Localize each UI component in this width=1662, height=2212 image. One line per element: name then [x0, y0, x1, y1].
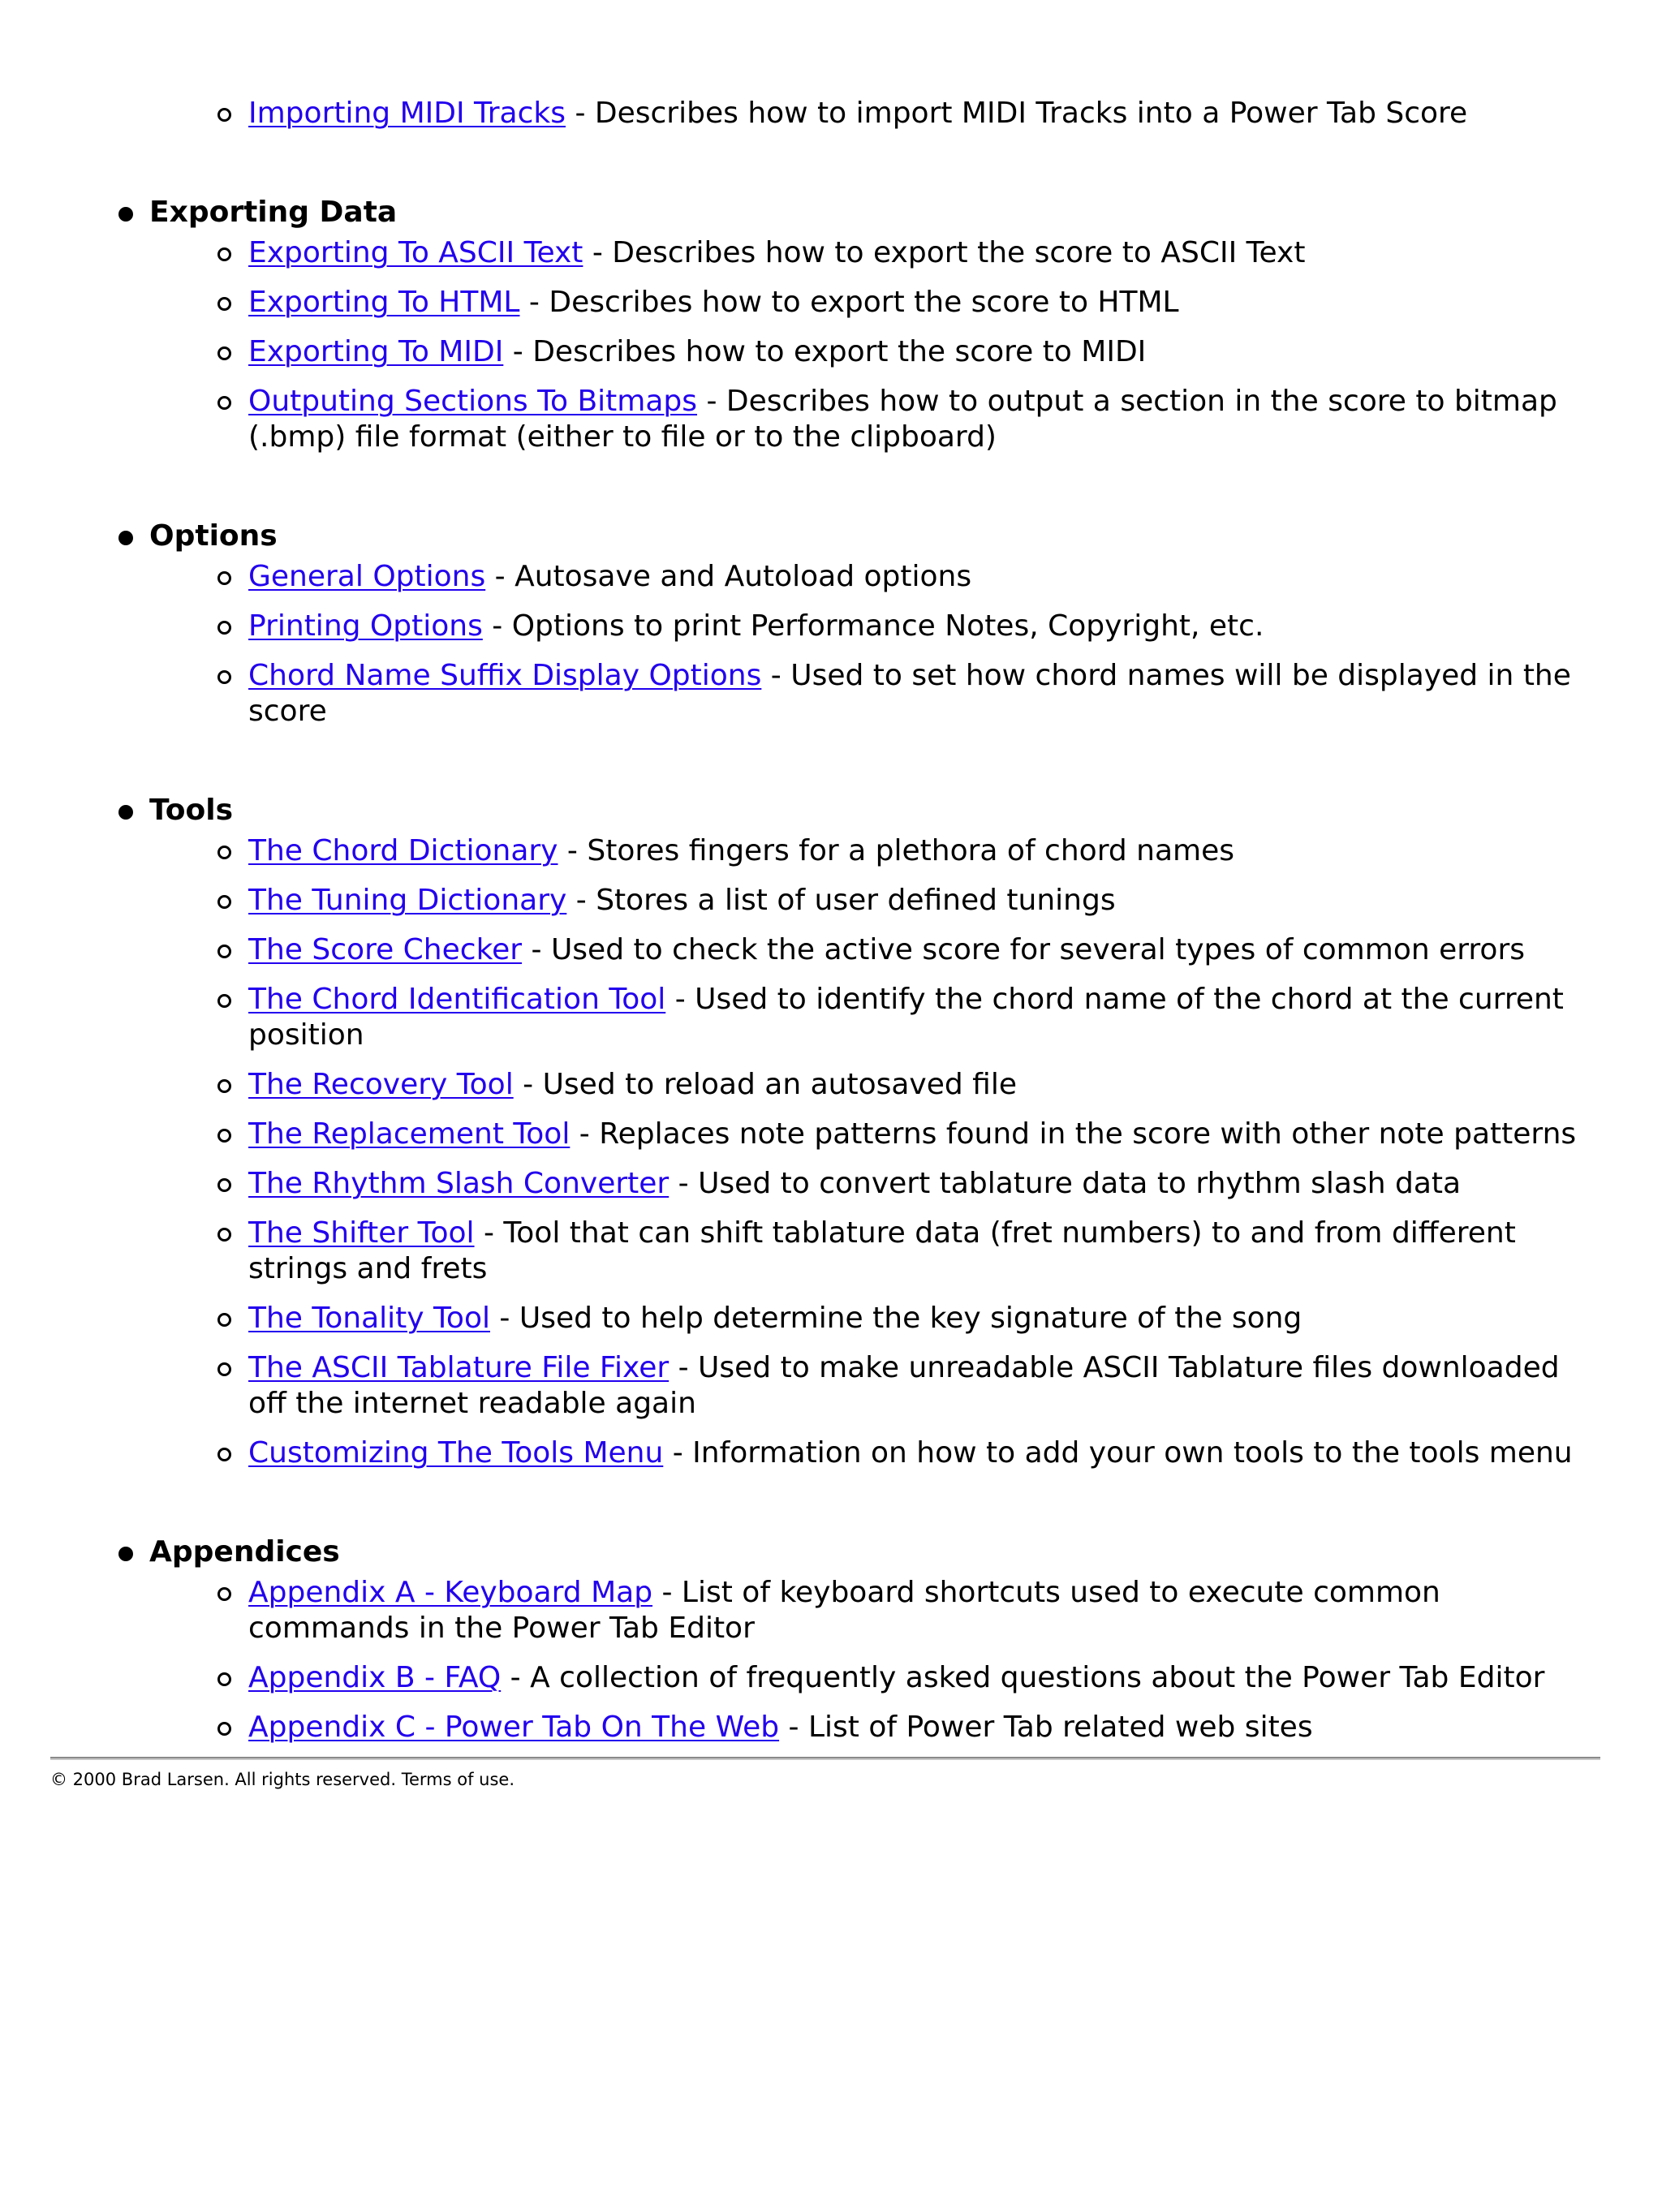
hollow-circle-bullet-icon: [217, 895, 231, 909]
item-description: - Stores a list of user defined tunings: [566, 884, 1116, 917]
item-description: - Autosave and Autoload options: [485, 560, 972, 593]
hollow-circle-bullet-icon: [217, 1362, 231, 1376]
hollow-circle-bullet-icon: [217, 108, 231, 122]
footer-divider: [50, 1757, 1600, 1760]
list-item: [0, 235, 1662, 271]
item-description: - Information on how to add your own tools to the tools menu: [663, 1436, 1573, 1470]
link-the-rhythm-slash-converter[interactable]: The Rhythm Slash Converter: [248, 1167, 670, 1200]
list-item: [0, 609, 1662, 644]
item-description: - Used to make unreadable ASCII Tablature files downloaded off the internet readable again: [248, 1351, 1560, 1420]
link-exporting-to-midi[interactable]: Exporting To MIDI: [248, 335, 504, 368]
hollow-circle-bullet-icon: [217, 621, 231, 635]
list-item: [0, 1575, 1662, 1646]
item-description: - Describes how to export the score to MIDI: [503, 335, 1147, 368]
link-general-options[interactable]: General Options: [248, 560, 486, 593]
hollow-circle-bullet-icon: [217, 346, 231, 360]
section-heading-appendices: [0, 1531, 1662, 1573]
link-outputing-sections-to-bitmaps[interactable]: Outputing Sections To Bitmaps: [248, 385, 698, 418]
hollow-circle-bullet-icon: [217, 1129, 231, 1143]
link-appendix-c-power-tab-on-the-web[interactable]: Appendix C - Power Tab On The Web: [248, 1711, 780, 1744]
item-description: - Used to help determine the key signature of the song: [489, 1302, 1302, 1335]
hollow-circle-bullet-icon: [217, 1587, 231, 1601]
item-description: - A collection of frequently asked questions about the Power Tab Editor: [501, 1661, 1545, 1694]
hollow-circle-bullet-icon: [217, 571, 231, 585]
list-item: [0, 982, 1662, 1053]
item-description: - Options to print Performance Notes, Copyright, etc.: [482, 609, 1264, 643]
list-item: [0, 384, 1662, 455]
filled-circle-bullet-icon: [118, 207, 133, 222]
link-the-tuning-dictionary[interactable]: The Tuning Dictionary: [248, 884, 567, 917]
link-appendix-a-keyboard-map[interactable]: Appendix A - Keyboard Map: [248, 1576, 653, 1609]
item-description: - Describes how to output a section in the score to bitmap (.bmp) file format (either to file or to the clipboard): [248, 385, 1557, 454]
section-tools: [0, 790, 1662, 1471]
link-the-shifter-tool[interactable]: The Shifter Tool: [248, 1216, 475, 1250]
list-item: [0, 1067, 1662, 1103]
copyright-footer: © 2000 Brad Larsen. All rights reserved. Terms of use.: [50, 1770, 515, 1789]
link-the-tonality-tool[interactable]: The Tonality Tool: [248, 1302, 490, 1335]
list-item: [0, 1710, 1662, 1745]
section-appendices: [0, 1531, 1662, 1745]
item-description: - List of keyboard shortcuts used to execute common commands in the Power Tab Editor: [248, 1576, 1440, 1645]
filled-circle-bullet-icon: [118, 531, 133, 545]
section-heading-text: Exporting Data: [149, 196, 398, 229]
filled-circle-bullet-icon: [118, 805, 133, 820]
item-description: - Used to set how chord names will be displayed in the score: [248, 659, 1571, 728]
hollow-circle-bullet-icon: [217, 1672, 231, 1686]
list-item: [0, 1166, 1662, 1202]
item-description: - Describes how to import MIDI Tracks into a Power Tab Score: [566, 97, 1468, 130]
hollow-circle-bullet-icon: [217, 945, 231, 958]
list-item: [0, 1435, 1662, 1471]
list-item: [0, 1301, 1662, 1336]
filled-circle-bullet-icon: [118, 1547, 133, 1561]
item-description: - Used to convert tablature data to rhythm slash data: [669, 1167, 1462, 1200]
link-chord-name-suffix-display-options[interactable]: Chord Name Suffix Display Options: [248, 659, 762, 692]
list-item: [0, 1216, 1662, 1287]
link-the-recovery-tool[interactable]: The Recovery Tool: [248, 1068, 514, 1101]
section-options: [0, 515, 1662, 729]
contents-list: [0, 96, 1662, 1745]
item-description: - Used to identify the chord name of the chord at the current position: [248, 983, 1564, 1052]
list-item: [0, 658, 1662, 729]
hollow-circle-bullet-icon: [217, 670, 231, 684]
link-exporting-to-ascii-text[interactable]: Exporting To ASCII Text: [248, 236, 583, 269]
hollow-circle-bullet-icon: [217, 1313, 231, 1327]
section-heading-exporting-data: [0, 192, 1662, 234]
hollow-circle-bullet-icon: [217, 297, 231, 311]
link-printing-options[interactable]: Printing Options: [248, 609, 483, 643]
list-item: [0, 932, 1662, 968]
section-spacer: [0, 131, 1662, 192]
list-item-importing-midi-tracks: [0, 96, 1662, 131]
link-customizing-the-tools-menu[interactable]: Customizing The Tools Menu: [248, 1436, 664, 1470]
item-description: - Describes how to export the score to HTML: [519, 286, 1179, 319]
section-exporting-data: [0, 192, 1662, 455]
link-the-chord-identification-tool[interactable]: The Chord Identification Tool: [248, 983, 666, 1016]
list-item: [0, 285, 1662, 321]
hollow-circle-bullet-icon: [217, 1448, 231, 1461]
hollow-circle-bullet-icon: [217, 1722, 231, 1736]
link-exporting-to-html[interactable]: Exporting To HTML: [248, 286, 520, 319]
hollow-circle-bullet-icon: [217, 247, 231, 261]
section-heading-options: [0, 515, 1662, 557]
hollow-circle-bullet-icon: [217, 846, 231, 859]
section-heading-text: Appendices: [149, 1535, 340, 1569]
hollow-circle-bullet-icon: [217, 994, 231, 1008]
hollow-circle-bullet-icon: [217, 1178, 231, 1192]
list-item: [0, 334, 1662, 370]
list-item: [0, 883, 1662, 919]
list-item: [0, 559, 1662, 595]
link-importing-midi-tracks[interactable]: Importing MIDI Tracks: [248, 97, 566, 130]
list-item: [0, 1660, 1662, 1696]
item-description: - Describes how to export the score to ASCII Text: [583, 236, 1306, 269]
list-item: [0, 1117, 1662, 1152]
item-description: - Stores fingers for a plethora of chord names: [558, 834, 1235, 867]
link-appendix-b-faq[interactable]: Appendix B - FAQ: [248, 1661, 502, 1694]
link-the-score-checker[interactable]: The Score Checker: [248, 933, 523, 966]
item-description: - Used to reload an autosaved file: [513, 1068, 1017, 1101]
item-description: - Used to check the active score for several types of common errors: [522, 933, 1526, 966]
link-the-replacement-tool[interactable]: The Replacement Tool: [248, 1117, 571, 1151]
list-item: [0, 1350, 1662, 1422]
list-item: [0, 833, 1662, 869]
link-the-chord-dictionary[interactable]: The Chord Dictionary: [248, 834, 558, 867]
section-heading-text: Tools: [149, 794, 234, 827]
hollow-circle-bullet-icon: [217, 396, 231, 410]
hollow-circle-bullet-icon: [217, 1228, 231, 1242]
item-description: - Replaces note patterns found in the score with other note patterns: [570, 1117, 1577, 1151]
hollow-circle-bullet-icon: [217, 1079, 231, 1093]
link-the-ascii-tablature-file-fixer[interactable]: The ASCII Tablature File Fixer: [248, 1351, 670, 1384]
section-heading-tools: [0, 790, 1662, 832]
section-heading-text: Options: [149, 519, 278, 553]
item-description: - Tool that can shift tablature data (fret numbers) to and from different strings and frets: [248, 1216, 1516, 1285]
item-description: - List of Power Tab related web sites: [779, 1711, 1313, 1744]
